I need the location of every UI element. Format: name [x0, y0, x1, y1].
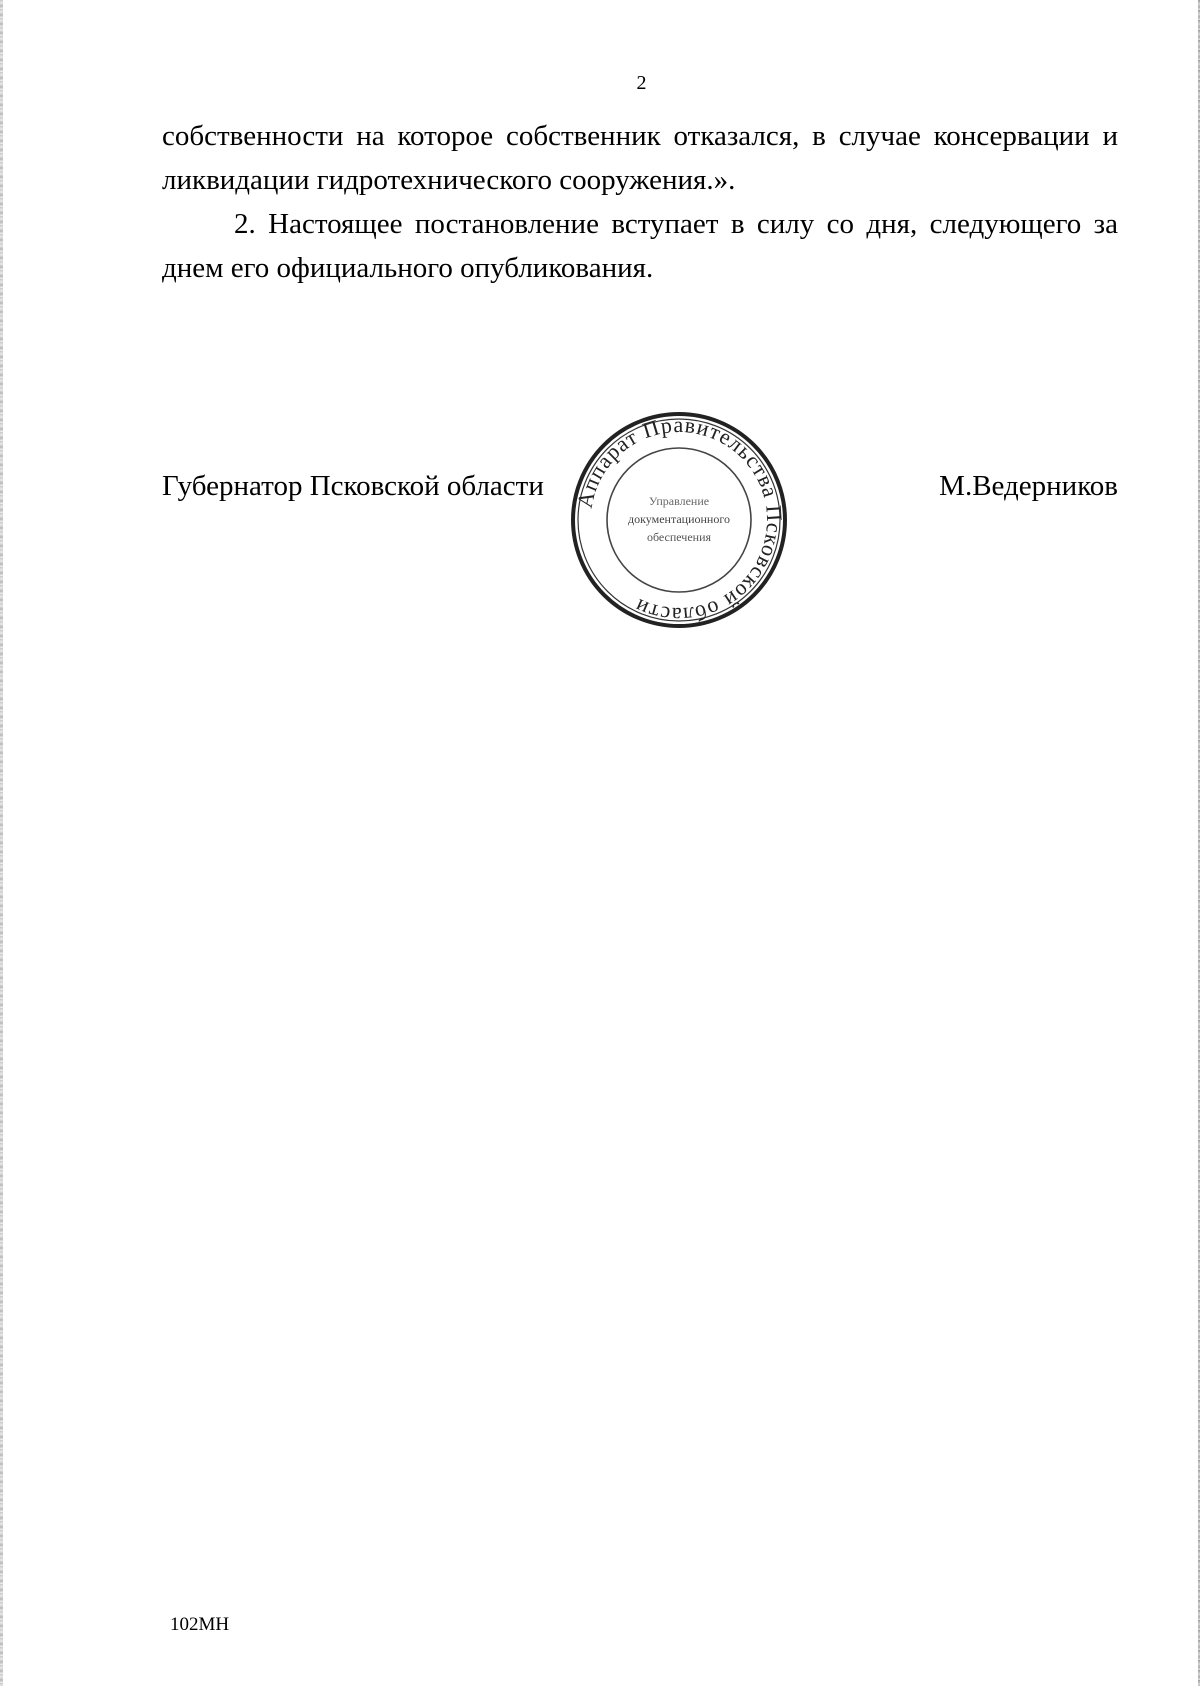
footer-document-code: 102МН [170, 1614, 230, 1635]
page-number: 2 [636, 72, 647, 94]
scan-edge-left [0, 0, 3, 1686]
seal-inner-text-line: Управление [648, 494, 710, 508]
signatory-title: Губернатор Псковской области [162, 470, 544, 502]
paragraph-continuation: собственности на которое собственник отказался, в случае консервации и ликвидации гидротехнического сооружения.». [162, 120, 1118, 196]
official-seal-stamp [568, 409, 790, 631]
document-body [162, 114, 1118, 290]
seal-outer-text: Аппарат Правительства Псковской области [571, 411, 788, 629]
seal-inner-text-line: документационного [628, 512, 730, 526]
signatory-name: М.Ведерников [939, 470, 1118, 502]
seal-inner-text-line: обеспечения [646, 530, 712, 544]
paragraph-effective-date: 2. Настоящее постановление вступает в силу со дня, следующего за днем его официального опубликования. [162, 208, 1118, 284]
